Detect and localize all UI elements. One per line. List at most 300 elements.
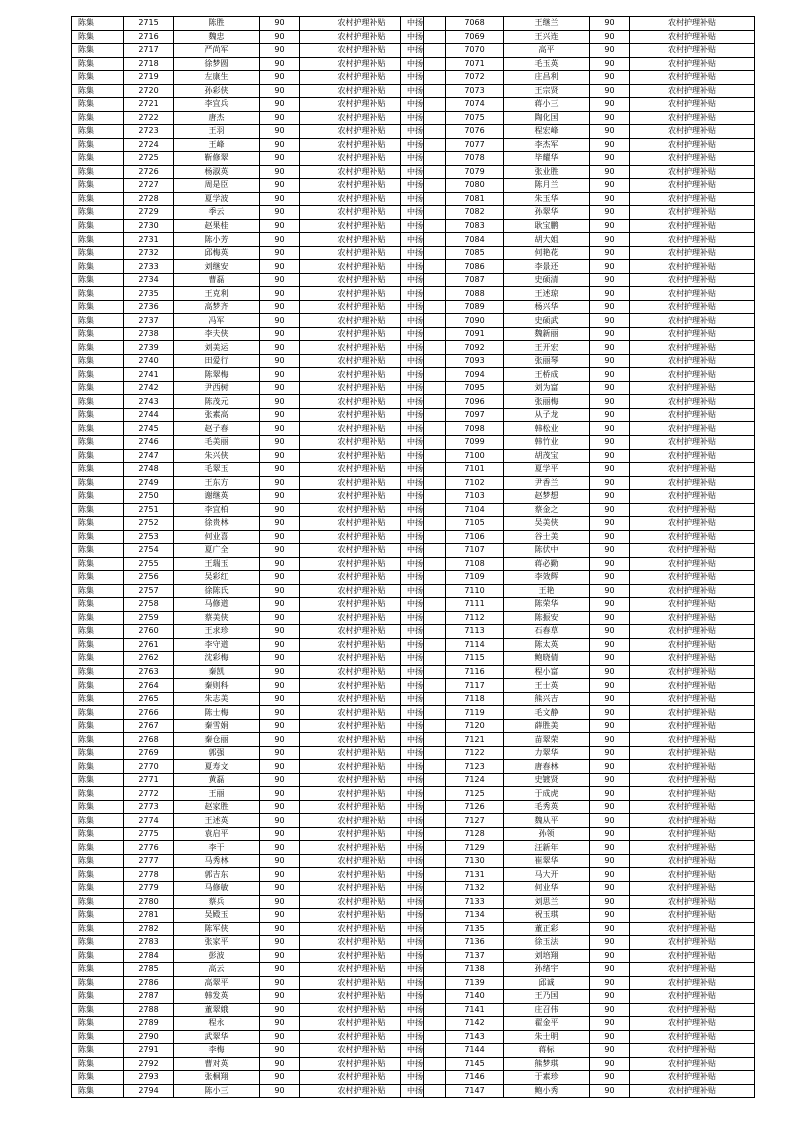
name-cell: 张家平 [174, 936, 260, 950]
town-cell: 陈集 [72, 341, 124, 355]
amount-cell: 90 [260, 57, 300, 71]
name-cell: 赵梦想 [504, 490, 590, 504]
number-cell: 2780 [124, 895, 174, 909]
town-cell: 中扬 [401, 314, 446, 328]
town-cell: 陈集 [72, 625, 124, 639]
name-cell: 曹磊 [174, 273, 260, 287]
number-cell: 2787 [124, 990, 174, 1004]
number-cell: 7118 [446, 692, 504, 706]
table-row [72, 463, 424, 477]
amount-cell: 90 [590, 368, 630, 382]
town-cell: 中扬 [401, 841, 446, 855]
name-cell: 周是臣 [174, 179, 260, 193]
amount-cell: 90 [260, 408, 300, 422]
amount-cell: 90 [260, 17, 300, 31]
amount-cell: 90 [260, 125, 300, 139]
amount-cell: 90 [260, 463, 300, 477]
number-cell: 2722 [124, 111, 174, 125]
town-cell: 中扬 [401, 219, 446, 233]
name-cell: 庄昌利 [504, 71, 590, 85]
town-cell: 陈集 [72, 273, 124, 287]
table-row [401, 206, 755, 220]
subsidy-type-cell: 农村护理补贴 [630, 71, 755, 85]
name-cell: 蒋标 [504, 1044, 590, 1058]
number-cell: 2792 [124, 1057, 174, 1071]
name-cell: 高翠平 [174, 976, 260, 990]
name-cell: 王士英 [504, 679, 590, 693]
subsidy-type-cell: 农村护理补贴 [300, 760, 424, 774]
subsidy-type-cell: 农村护理补贴 [300, 868, 424, 882]
name-cell: 王丽 [174, 787, 260, 801]
amount-cell: 90 [260, 179, 300, 193]
name-cell: 尹香兰 [504, 476, 590, 490]
number-cell: 7135 [446, 922, 504, 936]
subsidy-type-cell: 农村护理补贴 [630, 395, 755, 409]
name-cell: 靳修翠 [174, 152, 260, 166]
subsidy-type-cell: 农村护理补贴 [630, 368, 755, 382]
table-row [401, 598, 755, 612]
table-row [72, 854, 424, 868]
town-cell: 陈集 [72, 922, 124, 936]
table-row [401, 963, 755, 977]
subsidy-type-cell: 农村护理补贴 [300, 152, 424, 166]
amount-cell: 90 [260, 152, 300, 166]
subsidy-type-cell: 农村护理补贴 [300, 1017, 424, 1031]
town-cell: 陈集 [72, 395, 124, 409]
subsidy-type-cell: 农村护理补贴 [300, 287, 424, 301]
amount-cell: 90 [590, 598, 630, 612]
name-cell: 从子龙 [504, 408, 590, 422]
table-row [72, 287, 424, 301]
name-cell: 李宜柏 [174, 503, 260, 517]
amount-cell: 90 [260, 976, 300, 990]
name-cell: 郭吉东 [174, 868, 260, 882]
town-cell: 中扬 [401, 341, 446, 355]
name-cell: 秦凯 [174, 665, 260, 679]
subsidy-type-cell: 农村护理补贴 [300, 571, 424, 585]
town-cell: 中扬 [401, 1057, 446, 1071]
subsidy-type-cell: 农村护理补贴 [630, 233, 755, 247]
table-row [401, 260, 755, 274]
name-cell: 程宏峰 [504, 125, 590, 139]
town-cell: 中扬 [401, 652, 446, 666]
town-cell: 陈集 [72, 381, 124, 395]
table-row [72, 746, 424, 760]
number-cell: 7137 [446, 949, 504, 963]
number-cell: 7082 [446, 206, 504, 220]
subsidy-type-cell: 农村护理补贴 [300, 557, 424, 571]
table-row [72, 314, 424, 328]
name-cell: 彭波 [174, 949, 260, 963]
amount-cell: 90 [590, 138, 630, 152]
name-cell: 杨兴华 [504, 300, 590, 314]
town-cell: 中扬 [401, 530, 446, 544]
town-cell: 中扬 [401, 381, 446, 395]
number-cell: 7077 [446, 138, 504, 152]
name-cell: 张丽琴 [504, 354, 590, 368]
subsidy-type-cell: 农村护理补贴 [300, 706, 424, 720]
name-cell: 马秀林 [174, 854, 260, 868]
town-cell: 陈集 [72, 571, 124, 585]
name-cell: 赵子春 [174, 422, 260, 436]
amount-cell: 90 [260, 273, 300, 287]
number-cell: 2789 [124, 1017, 174, 1031]
subsidy-type-cell: 农村护理补贴 [630, 976, 755, 990]
amount-cell: 90 [260, 868, 300, 882]
subsidy-type-cell: 农村护理补贴 [300, 422, 424, 436]
number-cell: 2716 [124, 30, 174, 44]
subsidy-type-cell: 农村护理补贴 [300, 490, 424, 504]
table-row [401, 719, 755, 733]
name-cell: 魏从平 [504, 814, 590, 828]
name-cell: 张桐翔 [174, 1071, 260, 1085]
subsidy-type-cell: 农村护理补贴 [300, 246, 424, 260]
subsidy-type-cell: 农村护理补贴 [300, 854, 424, 868]
table-row [401, 760, 755, 774]
number-cell: 2724 [124, 138, 174, 152]
table-row [401, 463, 755, 477]
subsidy-type-cell: 农村护理补贴 [300, 841, 424, 855]
number-cell: 2773 [124, 800, 174, 814]
name-cell: 黄磊 [174, 773, 260, 787]
subsidy-type-cell: 农村护理补贴 [300, 179, 424, 193]
subsidy-type-cell: 农村护理补贴 [300, 598, 424, 612]
name-cell: 熊兴吉 [504, 692, 590, 706]
town-cell: 陈集 [72, 854, 124, 868]
name-cell: 董正彩 [504, 922, 590, 936]
name-cell: 陈士梅 [174, 706, 260, 720]
subsidy-type-cell: 农村护理补贴 [630, 98, 755, 112]
amount-cell: 90 [590, 787, 630, 801]
table-row [72, 773, 424, 787]
subsidy-type-cell: 农村护理补贴 [300, 1071, 424, 1085]
town-cell: 陈集 [72, 814, 124, 828]
amount-cell: 90 [590, 476, 630, 490]
number-cell: 7075 [446, 111, 504, 125]
subsidy-type-cell: 农村护理补贴 [300, 936, 424, 950]
number-cell: 2790 [124, 1030, 174, 1044]
name-cell: 魏忠 [174, 30, 260, 44]
number-cell: 7145 [446, 1057, 504, 1071]
amount-cell: 90 [590, 341, 630, 355]
amount-cell: 90 [590, 827, 630, 841]
amount-cell: 90 [260, 706, 300, 720]
name-cell: 王继兰 [504, 17, 590, 31]
table-row [72, 544, 424, 558]
subsidy-type-cell: 农村护理补贴 [300, 814, 424, 828]
town-cell: 中扬 [401, 827, 446, 841]
name-cell: 薛胜美 [504, 719, 590, 733]
name-cell: 严尚军 [174, 44, 260, 58]
table-row [72, 44, 424, 58]
town-cell: 陈集 [72, 233, 124, 247]
table-row [401, 868, 755, 882]
name-cell: 尹西树 [174, 381, 260, 395]
name-cell: 王乃国 [504, 990, 590, 1004]
number-cell: 2730 [124, 219, 174, 233]
number-cell: 7125 [446, 787, 504, 801]
number-cell: 7085 [446, 246, 504, 260]
table-row [401, 990, 755, 1004]
number-cell: 2728 [124, 192, 174, 206]
name-cell: 陈伏中 [504, 544, 590, 558]
number-cell: 2748 [124, 463, 174, 477]
amount-cell: 90 [260, 827, 300, 841]
subsidy-type-cell: 农村护理补贴 [630, 557, 755, 571]
subsidy-type-cell: 农村护理补贴 [300, 17, 424, 31]
name-cell: 王桥成 [504, 368, 590, 382]
name-cell: 王兴连 [504, 30, 590, 44]
table-row [401, 692, 755, 706]
subsidy-type-cell: 农村护理补贴 [630, 341, 755, 355]
name-cell: 苗翠荣 [504, 733, 590, 747]
table-row [72, 490, 424, 504]
amount-cell: 90 [260, 990, 300, 1004]
subsidy-type-cell: 农村护理补贴 [630, 435, 755, 449]
town-cell: 陈集 [72, 476, 124, 490]
number-cell: 2778 [124, 868, 174, 882]
amount-cell: 90 [590, 300, 630, 314]
table-row [72, 841, 424, 855]
subsidy-type-cell: 农村护理补贴 [300, 949, 424, 963]
amount-cell: 90 [590, 868, 630, 882]
subsidy-type-cell: 农村护理补贴 [630, 719, 755, 733]
amount-cell: 90 [260, 517, 300, 531]
amount-cell: 90 [260, 368, 300, 382]
table-row [401, 949, 755, 963]
name-cell: 朱志美 [174, 692, 260, 706]
name-cell: 夏广全 [174, 544, 260, 558]
subsidy-type-cell: 农村护理补贴 [300, 733, 424, 747]
town-cell: 中扬 [401, 1030, 446, 1044]
number-cell: 2766 [124, 706, 174, 720]
table-row [72, 1057, 424, 1071]
number-cell: 2794 [124, 1084, 174, 1098]
subsidy-type-cell: 农村护理补贴 [630, 800, 755, 814]
number-cell: 7107 [446, 544, 504, 558]
number-cell: 7092 [446, 341, 504, 355]
subsidy-type-cell: 农村护理补贴 [630, 517, 755, 531]
number-cell: 7126 [446, 800, 504, 814]
subsidy-type-cell: 农村护理补贴 [630, 381, 755, 395]
subsidy-type-cell: 农村护理补贴 [300, 787, 424, 801]
name-cell: 汪新年 [504, 841, 590, 855]
name-cell: 王羽 [174, 125, 260, 139]
number-cell: 2720 [124, 84, 174, 98]
town-cell: 陈集 [72, 84, 124, 98]
town-cell: 中扬 [401, 71, 446, 85]
number-cell: 2718 [124, 57, 174, 71]
name-cell: 夏学平 [504, 463, 590, 477]
town-cell: 陈集 [72, 327, 124, 341]
amount-cell: 90 [260, 422, 300, 436]
name-cell: 夏学波 [174, 192, 260, 206]
number-cell: 2738 [124, 327, 174, 341]
table-row [401, 395, 755, 409]
table-row [72, 692, 424, 706]
table-row [401, 882, 755, 896]
number-cell: 7100 [446, 449, 504, 463]
number-cell: 2734 [124, 273, 174, 287]
name-cell: 王东方 [174, 476, 260, 490]
number-cell: 7078 [446, 152, 504, 166]
number-cell: 2763 [124, 665, 174, 679]
town-cell: 陈集 [72, 152, 124, 166]
subsidy-type-cell: 农村护理补贴 [630, 449, 755, 463]
number-cell: 2740 [124, 354, 174, 368]
name-cell: 何艳花 [504, 246, 590, 260]
town-cell: 中扬 [401, 449, 446, 463]
number-cell: 7129 [446, 841, 504, 855]
number-cell: 2741 [124, 368, 174, 382]
number-cell: 7084 [446, 233, 504, 247]
number-cell: 2779 [124, 882, 174, 896]
name-cell: 熊梦琪 [504, 1057, 590, 1071]
table-row [72, 138, 424, 152]
subsidy-type-cell: 农村护理补贴 [630, 408, 755, 422]
number-cell: 2754 [124, 544, 174, 558]
town-cell: 陈集 [72, 449, 124, 463]
name-cell: 陈小芳 [174, 233, 260, 247]
subsidy-type-cell: 农村护理补贴 [300, 354, 424, 368]
number-cell: 2788 [124, 1003, 174, 1017]
town-cell: 中扬 [401, 98, 446, 112]
town-cell: 中扬 [401, 679, 446, 693]
amount-cell: 90 [590, 327, 630, 341]
amount-cell: 90 [260, 882, 300, 896]
town-cell: 中扬 [401, 544, 446, 558]
amount-cell: 90 [590, 922, 630, 936]
subsidy-type-cell: 农村护理补贴 [300, 463, 424, 477]
name-cell: 田爱行 [174, 354, 260, 368]
subsidy-type-cell: 农村护理补贴 [300, 206, 424, 220]
subsidy-type-cell: 农村护理补贴 [300, 449, 424, 463]
town-cell: 中扬 [401, 760, 446, 774]
subsidy-type-cell: 农村护理补贴 [300, 719, 424, 733]
table-row [72, 949, 424, 963]
number-cell: 7127 [446, 814, 504, 828]
subsidy-type-cell: 农村护理补贴 [300, 341, 424, 355]
town-cell: 陈集 [72, 463, 124, 477]
number-cell: 7134 [446, 909, 504, 923]
name-cell: 陈振安 [504, 611, 590, 625]
table-row [72, 652, 424, 666]
number-cell: 7115 [446, 652, 504, 666]
name-cell: 谢继英 [174, 490, 260, 504]
table-row [401, 408, 755, 422]
name-cell: 李守道 [174, 638, 260, 652]
subsidy-type-cell: 农村护理补贴 [630, 638, 755, 652]
subsidy-type-cell: 农村护理补贴 [630, 584, 755, 598]
table-row [72, 584, 424, 598]
name-cell: 胡大姐 [504, 233, 590, 247]
table-row [401, 1057, 755, 1071]
name-cell: 马修道 [174, 598, 260, 612]
town-cell: 中扬 [401, 476, 446, 490]
subsidy-type-cell: 农村护理补贴 [630, 246, 755, 260]
number-cell: 7087 [446, 273, 504, 287]
number-cell: 7130 [446, 854, 504, 868]
amount-cell: 90 [260, 84, 300, 98]
town-cell: 中扬 [401, 30, 446, 44]
table-row [72, 895, 424, 909]
subsidy-type-cell: 农村护理补贴 [630, 733, 755, 747]
name-cell: 陈荣华 [504, 598, 590, 612]
town-cell: 中扬 [401, 327, 446, 341]
table-row [72, 827, 424, 841]
amount-cell: 90 [260, 814, 300, 828]
town-cell: 中扬 [401, 463, 446, 477]
amount-cell: 90 [590, 882, 630, 896]
subsidy-type-cell: 农村护理补贴 [630, 314, 755, 328]
town-cell: 中扬 [401, 233, 446, 247]
subsidy-type-cell: 农村护理补贴 [630, 125, 755, 139]
subsidy-type-cell: 农村护理补贴 [630, 57, 755, 71]
table-row [72, 179, 424, 193]
number-cell: 7070 [446, 44, 504, 58]
subsidy-type-cell: 农村护理补贴 [630, 544, 755, 558]
subsidy-type-cell: 农村护理补贴 [630, 814, 755, 828]
table-row [401, 611, 755, 625]
table-row [401, 638, 755, 652]
number-cell: 7133 [446, 895, 504, 909]
amount-cell: 90 [590, 192, 630, 206]
table-row [401, 922, 755, 936]
subsidy-type-cell: 农村护理补贴 [300, 827, 424, 841]
table-row [401, 557, 755, 571]
number-cell: 7138 [446, 963, 504, 977]
number-cell: 2755 [124, 557, 174, 571]
town-cell: 中扬 [401, 895, 446, 909]
number-cell: 7108 [446, 557, 504, 571]
amount-cell: 90 [260, 692, 300, 706]
amount-cell: 90 [590, 463, 630, 477]
town-cell: 陈集 [72, 57, 124, 71]
amount-cell: 90 [260, 490, 300, 504]
number-cell: 2770 [124, 760, 174, 774]
number-cell: 7117 [446, 679, 504, 693]
amount-cell: 90 [590, 1071, 630, 1085]
amount-cell: 90 [260, 219, 300, 233]
town-cell: 中扬 [401, 17, 446, 31]
subsidy-type-cell: 农村护理补贴 [630, 422, 755, 436]
town-cell: 中扬 [401, 1044, 446, 1058]
name-cell: 高梦齐 [174, 300, 260, 314]
amount-cell: 90 [260, 665, 300, 679]
name-cell: 徐贵林 [174, 517, 260, 531]
town-cell: 中扬 [401, 665, 446, 679]
amount-cell: 90 [590, 219, 630, 233]
town-cell: 陈集 [72, 300, 124, 314]
number-cell: 7069 [446, 30, 504, 44]
subsidy-type-cell: 农村护理补贴 [300, 111, 424, 125]
subsidy-type-cell: 农村护理补贴 [300, 990, 424, 1004]
amount-cell: 90 [590, 652, 630, 666]
subsidy-type-cell: 农村护理补贴 [630, 679, 755, 693]
amount-cell: 90 [590, 287, 630, 301]
number-cell: 2791 [124, 1044, 174, 1058]
name-cell: 王瑞玉 [174, 557, 260, 571]
town-cell: 陈集 [72, 733, 124, 747]
subsidy-type-cell: 农村护理补贴 [630, 787, 755, 801]
town-cell: 陈集 [72, 17, 124, 31]
town-cell: 陈集 [72, 435, 124, 449]
subsidy-type-cell: 农村护理补贴 [300, 98, 424, 112]
number-cell: 2753 [124, 530, 174, 544]
number-cell: 7095 [446, 381, 504, 395]
amount-cell: 90 [590, 125, 630, 139]
subsidy-type-cell: 农村护理补贴 [630, 963, 755, 977]
